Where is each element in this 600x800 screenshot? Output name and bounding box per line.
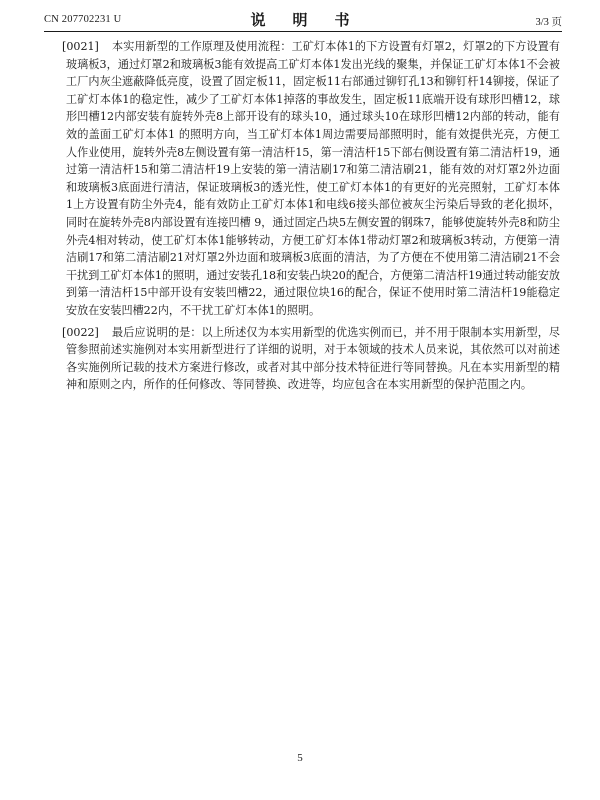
paragraph-number: [0022] [62,325,99,339]
paragraph-0021 [62,38,560,320]
document-title: 说 明 书 [250,11,356,29]
header-divider [44,31,562,32]
page-header [44,8,562,30]
paragraph-number: [0021] [62,40,99,53]
page-number: 5 [297,752,303,764]
patent-number: CN 207702231 U [44,14,122,25]
paragraph-text: 本实用新型的工作原理及使用流程：工矿灯本体1的下方设置有灯罩2，灯罩2的下方设置有玻璃板3，通过灯罩2和玻璃板3能有效提高工矿灯本体1发出光线的聚集，并保证工矿灯本体1不会被工厂内灰尘遮蔽降低亮度，设置了固定板11，固定板11右部通过铆钉孔13和铆钉杆14铆接，保证了工矿灯本体1的稳定性，减少了工矿灯本体1掉落的事故发生，固定板11底端开设有球形凹槽12，球形凹槽12内部安装有旋转外壳8上部开设有的球头10，通过球头10在球形凹槽12内部的转动，能有效的盖面工矿灯本体1 的照明方向，当工矿灯本体1周边需要局部照明时，能有效提供光亮，方便工人作业使用，旋转外壳8左侧设置有第一清洁杆15，第一清洁杆15下部右侧设置有第二清洁杆19，通过第一清洁杆15和第二清洁杆19上安装的第一清洁刷17和第二清洁刷21，能有效的对灯罩2外边面和玻璃板3底面进行清洁，保证玻璃板3的透光性，使工矿灯本体1的有更好的光亮照射，工矿灯本体1上方设置有防尘外壳4，能有效防止工矿灯本体1和电线6接头部位被灰尘污染后导致的老化损坏，同时在旋转外壳8内部设置有连接凹槽 9，通过固定凸块5左侧安置的钢珠7，能够使旋转外壳8和防尘外壳4相对转动，使工矿灯本体1能够转动，方便工矿灯本体1带动灯罩2和玻璃板3转动，方便第一清洁刷17和第二清洁刷21对灯罩2外边面和玻璃板3底面的清洁，为了方便在不使用第二清洁刷21不会干扰到工矿灯本体1的照明，通过安装孔18和安装凸块20的配合，方便第二清洁杆19通过转动能安放到第一清洁杆15中部开设有安装凹槽22，通过限位块16的配合，保证不使用时第二清洁杆19能稳定安放在安装凹槽22内，不干扰工矿灯本体1的照明。 [66,40,560,317]
document-body [62,38,560,394]
paragraph-0022 [62,324,560,394]
paragraph-text: 最后应说明的是：以上所述仅为本实用新型的优选实例而已，并不用于限制本实用新型，尽管参照前述实施例对本实用新型进行了详细的说明，对于本领域的技术人员来说，其依然可以对前述各实施例所记载的技术方案进行修改，或者对其中部分技术特征进行等同替换。凡在本实用新型的精神和原则之内，所作的任何修改、等同替换、改进等，均应包含在本实用新型的保护范围之内。 [66,325,560,392]
page-indicator: 3/3 页 [535,17,562,28]
